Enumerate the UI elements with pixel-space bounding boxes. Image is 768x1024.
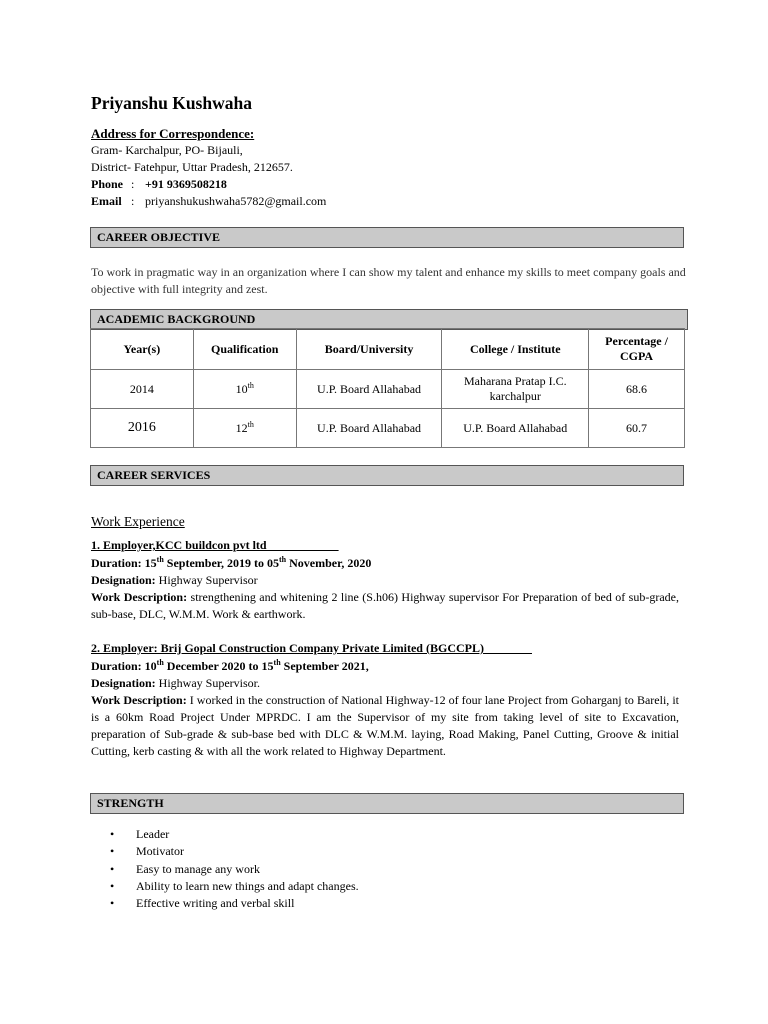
address-line-2: District- Fatehpur, Uttar Pradesh, 212657. [91,160,293,174]
duration-end-rest: September 2021, [283,659,369,673]
duration-start-rest: September, 2019 to 05 [166,556,280,570]
designation-value: Highway Supervisor. [158,676,260,690]
designation-label: Designation: [91,573,156,587]
designation-value: Highway Supervisor [158,573,258,587]
work-description-1 [91,589,679,623]
duration-2 [91,658,369,675]
duration-start-day: 10 [144,659,157,673]
duration-end-sup: th [273,658,281,667]
duration-start-rest: December 2020 to 15 [166,659,274,673]
list-item: • Motivator [110,843,359,860]
designation-2 [91,675,260,692]
list-item: • Ability to learn new things and adapt changes. [110,878,359,895]
address-line-1: Gram- Karchalpur, PO- Bijauli, [91,143,243,157]
qualification-value: 12 [235,420,248,435]
duration-1 [91,555,371,572]
career-services-header: CAREER SERVICES [90,465,684,486]
table-row [91,370,685,409]
qualification-value: 10 [235,381,248,396]
table-header-row [91,329,685,370]
qualification-sup: th [247,419,254,429]
header-board: Board/University [296,329,442,370]
college-cell: U.P. Board Allahabad [442,409,589,448]
list-item: • Effective writing and verbal skill [110,895,359,912]
academic-table [90,328,685,448]
candidate-name: Priyanshu Kushwaha [91,93,252,113]
header-college: College / Institute [442,329,589,370]
duration-start-sup: th [156,555,164,564]
qualification-sup: th [247,380,254,390]
employer-2: 2. Employer: Brij Gopal Construction Company Private Limited (BGCCPL) [91,641,532,655]
phone-row [91,176,227,193]
career-objective-header: CAREER OBJECTIVE [90,227,684,248]
header-year: Year(s) [91,329,194,370]
duration-end-sup: th [279,555,287,564]
phone-value: +91 9369508218 [145,177,227,191]
college-cell: Maharana Pratap I.C. karchalpur [442,370,589,409]
strength-list [110,826,359,912]
duration-label: Duration: [91,659,142,673]
list-item: • Leader [110,826,359,843]
work-experience-title: Work Experience [91,514,185,529]
duration-end-rest: November, 2020 [289,556,372,570]
academic-header: ACADEMIC BACKGROUND [90,309,688,330]
table-row [91,409,685,448]
year-cell: 2016 [91,409,194,448]
duration-start-sup: th [156,658,164,667]
email-row [91,193,326,210]
description-label: Work Description: [91,590,188,604]
designation-1 [91,572,258,589]
qualification-cell [193,409,296,448]
percentage-cell: 60.7 [589,409,685,448]
description-text: I worked in the construction of National Highway-12 of four lane Project from Goharganj to Bareli, it is a 60km Road Project Under MPRDC. I am the Supervisor of my site from taking level of site to Excavation, preparation of Sub-grade & sub-base bed with DLC & W.M.M. laying, Road Making, Panel Cutting, Groove & initial Cutting, kerb casting & with all the work related to Highway Department. [91,693,679,758]
strength-header: STRENGTH [90,793,684,814]
objective-text: To work in pragmatic way in an organization where I can show my talent and enhance my skills to meet company goals and objective with full integrity and zest. [91,265,686,296]
duration-start-day: 15 [144,556,157,570]
phone-label: Phone [91,177,124,191]
header-percentage: Percentage / CGPA [589,329,685,370]
description-text: strengthening and whitening 2 line (S.h06) Highway supervisor For Preparation of bed of sub-grade, sub-base, DLC, W.M.M. Work & earthwork. [91,590,679,621]
board-cell: U.P. Board Allahabad [296,409,442,448]
duration-label: Duration: [91,556,142,570]
email-colon: : [131,194,135,208]
percentage-cell: 68.6 [589,370,685,409]
description-label: Work Description: [91,693,187,707]
header-qualification: Qualification [193,329,296,370]
list-item: • Easy to manage any work [110,861,359,878]
email-label: Email [91,194,122,208]
address-title: Address for Correspondence: [91,126,255,141]
year-cell: 2014 [91,370,194,409]
employer-1: 1. Employer,KCC buildcon pvt ltd [91,538,339,552]
designation-label: Designation: [91,676,156,690]
board-cell: U.P. Board Allahabad [296,370,442,409]
email-value: priyanshukushwaha5782@gmail.com [145,194,327,208]
work-description-2 [91,692,679,760]
qualification-cell [193,370,296,409]
phone-colon: : [131,177,135,191]
